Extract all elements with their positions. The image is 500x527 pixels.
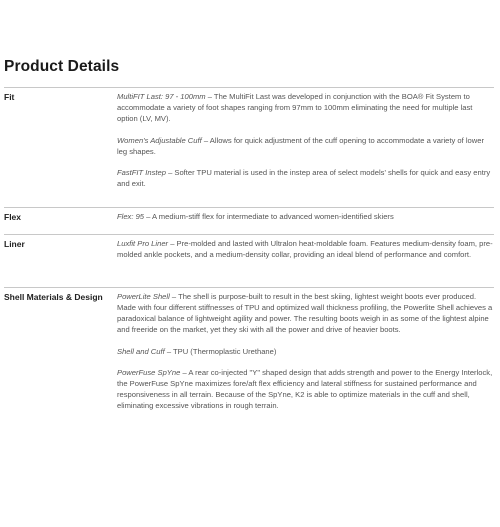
detail-text: – A medium-stiff flex for intermediate to advanced women-identified skiers bbox=[144, 212, 394, 221]
detail-paragraph bbox=[117, 168, 494, 190]
detail-paragraph bbox=[117, 368, 494, 412]
detail-paragraph bbox=[117, 239, 494, 261]
row-label: Flex bbox=[4, 212, 22, 222]
row-content bbox=[117, 88, 494, 207]
detail-row-flex bbox=[4, 207, 494, 234]
detail-text: – Allows for quick adjustment of the cuff opening to accommodate a variety of lower leg shapes. bbox=[117, 135, 484, 156]
row-label: Liner bbox=[4, 239, 25, 249]
row-content bbox=[117, 235, 494, 287]
detail-row-fit bbox=[4, 87, 494, 207]
detail-term: Flex: 95 bbox=[117, 212, 145, 221]
detail-text: – Pre-molded and lasted with Ultralon heat-moldable foam. Features medium-density foam, pre-molded ankle pockets, and a medium-density collar, providing an ideal blend of performance and comfort. bbox=[117, 239, 493, 259]
detail-row-liner bbox=[4, 234, 494, 287]
detail-paragraph bbox=[117, 136, 494, 158]
detail-paragraph bbox=[117, 92, 494, 125]
detail-text: – The shell is purpose-built to result in the best skiing, lightest weight boots ever produced. Made with four different stiffnesses of TPU and optimized wall thickness profiling, the Powerlite Shell achieves a paradoxical balance of lightweight agility and power. The resulting boots weigh in as some of the lightest alpine and freeride on the market, yet they ski with all the power and drive of heavier boots. bbox=[117, 292, 493, 334]
detail-row-shell-materials bbox=[4, 287, 494, 527]
page-title: Product Details bbox=[4, 58, 120, 75]
detail-paragraph bbox=[117, 347, 494, 358]
row-content bbox=[117, 208, 494, 234]
detail-text: – The MultiFit Last was developed in conjunction with the BOA® Fit System to accommodate a variety of foot shapes ranging from 97mm to 100mm eliminating the need for multiple last option (LV, MV). bbox=[117, 92, 473, 123]
detail-term: PowerFuse SpYne bbox=[117, 368, 181, 378]
row-label: Shell Materials & Design bbox=[4, 292, 103, 302]
product-details-table bbox=[4, 87, 494, 527]
detail-paragraph bbox=[117, 292, 494, 336]
row-label: Fit bbox=[4, 92, 15, 102]
detail-term: MultiFIT Last: 97 - 100mm bbox=[117, 92, 206, 101]
detail-term: PowerLite Shell bbox=[117, 292, 170, 301]
detail-term: Shell and Cuff bbox=[117, 346, 165, 356]
detail-term: Luxfit Pro Liner bbox=[117, 239, 169, 248]
detail-text: – Softer TPU material is used in the instep area of select models' shells for quick and easy entry and exit. bbox=[117, 168, 491, 189]
detail-paragraph bbox=[117, 212, 494, 223]
row-content bbox=[117, 288, 494, 527]
detail-text: – TPU (Thermoplastic Urethane) bbox=[164, 346, 277, 356]
detail-term: FastFIT Instep bbox=[117, 168, 166, 178]
detail-term: Women's Adjustable Cuff bbox=[117, 135, 202, 145]
detail-text: – A rear co-injected "Y" shaped design that adds strength and power to the Energy Interlock, the PowerFuse SpYne maximizes fore/aft flex efficiency and lateral stiffness for sustained performance and responsiveness in all terrain. Because of the SpYne, K2 is able to optimize materials in the cuff and shell, eliminating excessive vibrations in rough terrain. bbox=[117, 368, 493, 411]
